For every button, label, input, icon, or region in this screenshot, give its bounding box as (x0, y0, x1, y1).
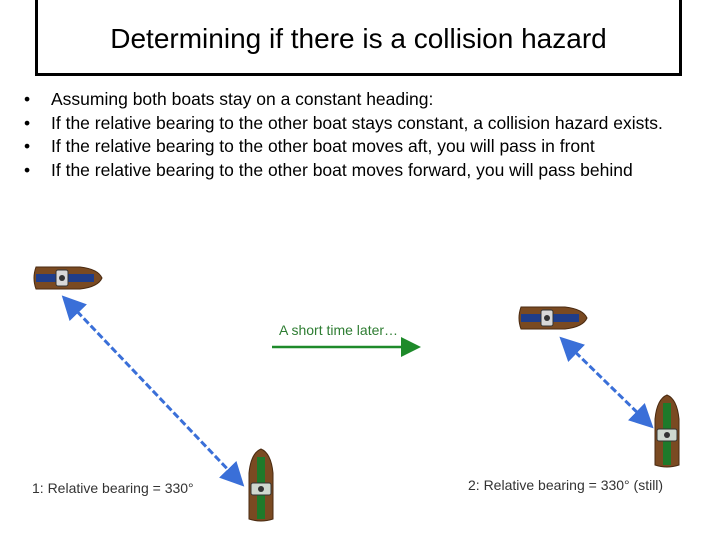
blue-motorboat-icon (34, 267, 102, 289)
bullet-text: If the relative bearing to the other boat moves forward, you will pass behind (51, 159, 633, 180)
green-motorboat-icon (249, 449, 273, 521)
bearing-line-1 (70, 304, 236, 478)
slide-title: Determining if there is a collision hazard (110, 23, 607, 54)
time-later-label: A short time later… (279, 322, 399, 338)
green-motorboat-icon (655, 395, 679, 467)
bullet-text: If the relative bearing to the other boat moves aft, you will pass in front (51, 136, 595, 156)
bullet-dot: • (24, 112, 31, 133)
caption-scene-1: 1: Relative bearing = 330° (32, 480, 194, 496)
blue-motorboat-icon (519, 307, 587, 329)
bullet-text: Assuming both boats stay on a constant heading: (51, 89, 434, 109)
bullet-dot: • (24, 159, 31, 180)
caption-scene-2: 2: Relative bearing = 330° (still) (468, 477, 664, 493)
bearing-line-2 (568, 345, 645, 420)
bullet-text: If the relative bearing to the other boat stays constant, a collision hazard exists. (51, 112, 663, 133)
bullet-dot: • (24, 136, 31, 156)
bullet-dot: • (24, 89, 31, 109)
